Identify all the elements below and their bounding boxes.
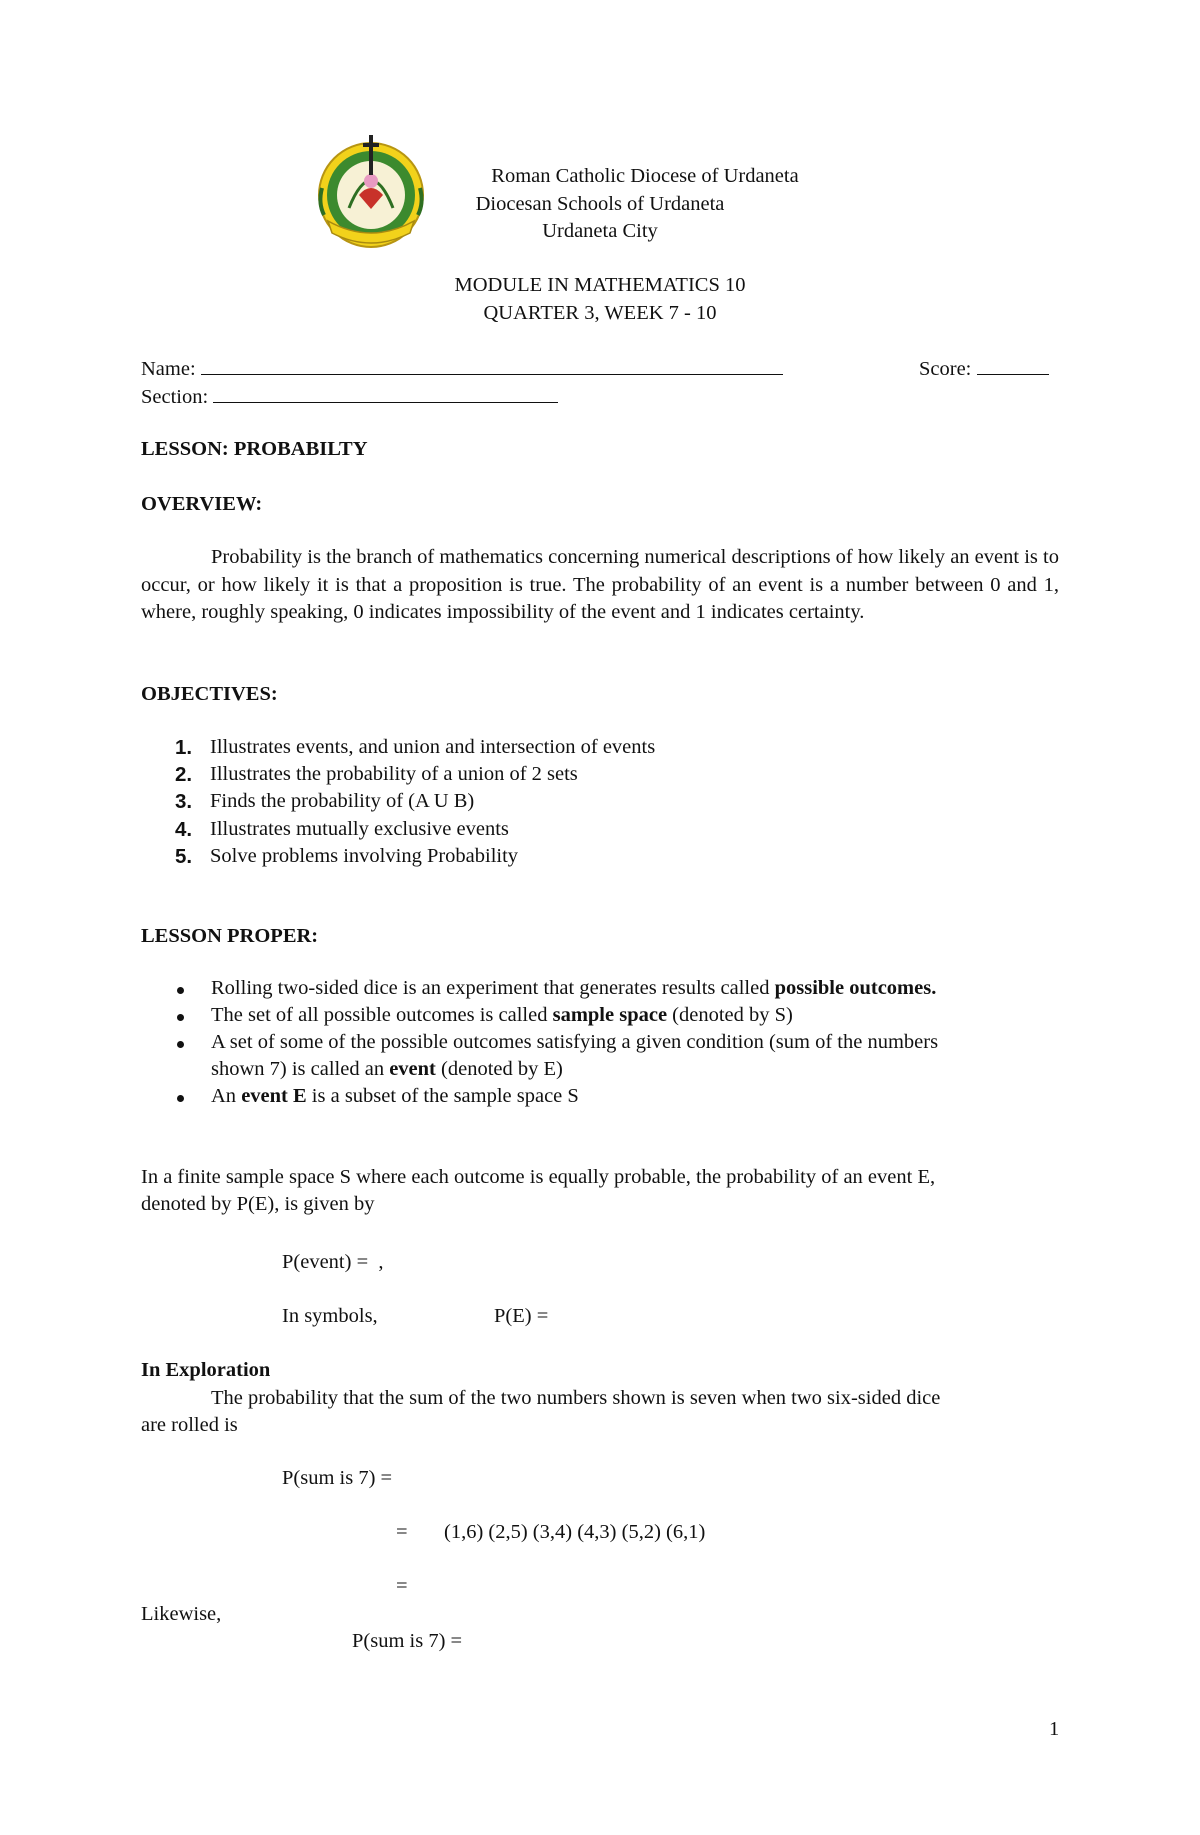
bullet-item-continued xyxy=(211,1058,563,1081)
section-label: Section: xyxy=(141,386,209,408)
header-line-2: Diocesan Schools of Urdaneta xyxy=(475,193,725,215)
formula-pe: P(E) = xyxy=(494,1305,549,1327)
section-field[interactable] xyxy=(141,384,558,409)
objective-text: Illustrates mutually exclusive events xyxy=(210,818,509,840)
score-blank[interactable] xyxy=(977,356,1049,375)
overview-text: Probability is the branch of mathematics concerning numerical descriptions of how likely an event is to occur, or how likely it is that a proposition is true. The probability of an event is a number between 0 and 1, where, roughly speaking, 0 indicates impossibility of the event and 1 indicates certainty. xyxy=(141,546,1059,623)
bullet-dot xyxy=(177,1095,184,1102)
finite-text-line-1: In a finite sample space S where each outcome is equally probable, the probability of an event E, xyxy=(141,1166,936,1188)
header-line-3: Urdaneta City xyxy=(542,220,658,242)
equals-sign: = xyxy=(396,1575,408,1597)
formula-sum-7: P(sum is 7) = xyxy=(282,1467,393,1489)
bullet-text: An xyxy=(211,1085,242,1107)
bullet-text: shown 7) is called an xyxy=(211,1058,390,1080)
bullet-dot xyxy=(177,1041,184,1048)
bold-term: sample space xyxy=(552,1004,668,1026)
module-title: MODULE IN MATHEMATICS 10 xyxy=(454,274,746,296)
bullet-item xyxy=(211,1004,793,1027)
bullet-item xyxy=(211,1085,579,1108)
objective-number: 1. xyxy=(175,736,193,759)
name-blank[interactable] xyxy=(201,356,783,375)
score-field[interactable] xyxy=(919,356,1049,381)
objective-number: 5. xyxy=(175,845,193,868)
page-number: 1 xyxy=(1049,1718,1060,1740)
bullet-dot xyxy=(177,987,184,994)
equals-sign: = xyxy=(396,1521,408,1543)
objective-text: Finds the probability of (A U B) xyxy=(210,790,475,812)
bullet-text: Rolling two-sided dice is an experiment that generates results called xyxy=(211,977,775,999)
header-line-1: Roman Catholic Diocese of Urdaneta xyxy=(491,165,799,187)
exploration-heading: In Exploration xyxy=(141,1359,271,1381)
objective-text: Solve problems involving Probability xyxy=(210,845,519,867)
lesson-title: LESSON: PROBABILTY xyxy=(141,438,368,460)
objective-text: Illustrates events, and union and intersection of events xyxy=(210,736,656,758)
objectives-heading: OBJECTIVES: xyxy=(141,683,278,705)
bold-term: event E xyxy=(241,1085,307,1107)
bullet-text: is a subset of the sample space S xyxy=(306,1085,579,1107)
section-blank[interactable] xyxy=(213,384,558,403)
bold-term: possible outcomes. xyxy=(774,977,937,999)
score-label: Score: xyxy=(919,358,972,380)
objective-number: 3. xyxy=(175,790,193,813)
bullet-item: A set of some of the possible outcomes satisfying a given condition (sum of the numbers xyxy=(211,1031,939,1053)
bullet-item xyxy=(211,977,936,1000)
lesson-proper-heading: LESSON PROPER: xyxy=(141,925,319,947)
bullet-text: (denoted by E) xyxy=(435,1058,563,1080)
bullet-text: (denoted by S) xyxy=(667,1004,793,1026)
name-label: Name: xyxy=(141,358,196,380)
objective-text: Illustrates the probability of a union of 2 sets xyxy=(210,763,578,785)
bold-term: event xyxy=(389,1058,436,1080)
exploration-line-2: are rolled is xyxy=(141,1414,238,1436)
overview-heading: OVERVIEW: xyxy=(141,493,263,515)
exploration-line-1: The probability that the sum of the two numbers shown is seven when two six-sided dice xyxy=(211,1387,941,1409)
bullet-dot xyxy=(177,1014,184,1021)
finite-text-line-2: denoted by P(E), is given by xyxy=(141,1193,375,1215)
objective-number: 4. xyxy=(175,818,193,841)
objective-number: 2. xyxy=(175,763,193,786)
formula-event: P(event) = , xyxy=(282,1251,384,1273)
name-field[interactable] xyxy=(141,356,783,381)
bullet-text: The set of all possible outcomes is called xyxy=(211,1004,553,1026)
quarter-label: QUARTER 3, WEEK 7 - 10 xyxy=(483,302,717,324)
formula-sum-7: P(sum is 7) = xyxy=(352,1630,463,1652)
symbols-label: In symbols, xyxy=(282,1305,378,1327)
likewise-label: Likewise, xyxy=(141,1603,222,1625)
outcome-list: (1,6) (2,5) (3,4) (4,3) (5,2) (6,1) xyxy=(444,1521,706,1543)
